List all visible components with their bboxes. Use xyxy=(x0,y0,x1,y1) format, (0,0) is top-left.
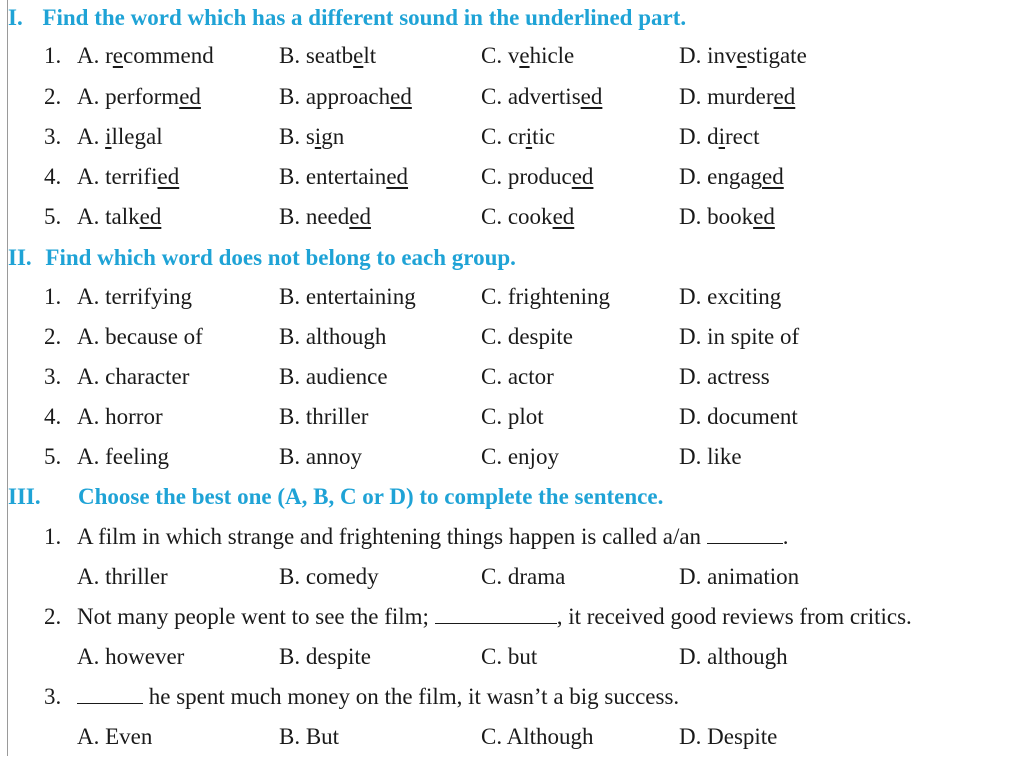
option-a[interactable]: A. terrifying xyxy=(77,284,192,309)
option-c[interactable]: C. but xyxy=(481,644,538,669)
question-number: 3. xyxy=(44,124,62,149)
section-1-title: Find the word which has a different sound in the underlined part. xyxy=(42,5,687,30)
option-b[interactable]: B. annoy xyxy=(279,444,363,469)
s3-q3-stem-row xyxy=(0,677,1024,717)
option-c[interactable]: C. plot xyxy=(481,404,544,429)
s3-q2-stem-row xyxy=(0,597,1024,637)
option-a[interactable]: A. talked xyxy=(77,204,162,229)
option-d[interactable]: D. Despite xyxy=(679,724,778,749)
section-1-numeral: I. xyxy=(8,5,23,30)
s3-q1-stem-row xyxy=(0,517,1024,557)
option-b[interactable]: B. sign xyxy=(279,124,345,149)
option-b[interactable]: B. despite xyxy=(279,644,371,669)
option-b[interactable]: B. needed xyxy=(279,204,371,229)
option-d[interactable]: D. like xyxy=(679,444,742,469)
option-a[interactable]: A. terrified xyxy=(77,164,180,189)
question-number: 1. xyxy=(44,524,62,549)
option-d[interactable]: D. direct xyxy=(679,124,760,149)
option-b[interactable]: B. comedy xyxy=(279,564,379,589)
question-stem: A film in which strange and frightening things happen is called a/an . xyxy=(77,524,789,549)
s2-q4-row xyxy=(0,397,1024,437)
option-c[interactable]: C. frightening xyxy=(481,284,611,309)
s1-q1-row xyxy=(0,36,1024,76)
option-b[interactable]: B. audience xyxy=(279,364,388,389)
section-2-numeral: II. xyxy=(8,245,32,270)
question-stem: he spent much money on the film, it wasn’t a big success. xyxy=(77,677,679,717)
option-d[interactable]: D. exciting xyxy=(679,284,782,309)
question-number: 1. xyxy=(44,284,62,309)
question-number: 2. xyxy=(44,604,62,629)
option-c[interactable]: C. produced xyxy=(481,164,594,189)
option-a[interactable]: A. performed xyxy=(77,84,201,109)
question-number: 3. xyxy=(44,684,62,709)
s3-q1-options-row xyxy=(0,557,1024,597)
option-d[interactable]: D. although xyxy=(679,644,788,669)
s2-q2-row xyxy=(0,317,1024,357)
question-number: 5. xyxy=(44,444,62,469)
option-b[interactable]: B. But xyxy=(279,724,340,749)
s3-q2-options-row xyxy=(0,637,1024,677)
option-b[interactable]: B. approached xyxy=(279,84,412,109)
s1-q3-row xyxy=(0,117,1024,157)
option-a[interactable]: A. recommend xyxy=(77,43,214,68)
answer-blank[interactable] xyxy=(435,605,557,624)
section-2-title: Find which word does not belong to each group. xyxy=(45,245,516,270)
option-c[interactable]: C. vehicle xyxy=(481,43,575,68)
option-c[interactable]: C. cooked xyxy=(481,204,575,229)
option-d[interactable]: D. actress xyxy=(679,364,770,389)
s2-q3-row xyxy=(0,357,1024,397)
option-c[interactable]: C. advertised xyxy=(481,84,603,109)
s1-q4-row xyxy=(0,157,1024,197)
s1-q5-row xyxy=(0,197,1024,237)
question-number: 4. xyxy=(44,404,62,429)
question-number: 1. xyxy=(44,43,62,68)
option-a[interactable]: A. thriller xyxy=(77,564,168,589)
option-b[interactable]: B. entertained xyxy=(279,164,409,189)
option-a[interactable]: A. however xyxy=(77,644,185,669)
question-stem: Not many people went to see the film; , it received good reviews from critics. xyxy=(77,604,912,629)
option-a[interactable]: A. character xyxy=(77,364,190,389)
question-number: 2. xyxy=(44,324,62,349)
option-c[interactable]: C. enjoy xyxy=(481,444,559,469)
question-number: 2. xyxy=(44,84,62,109)
s2-q1-row xyxy=(0,277,1024,317)
section-3-heading xyxy=(8,479,664,515)
s2-q5-row xyxy=(0,437,1024,477)
option-c[interactable]: C. actor xyxy=(481,364,554,389)
option-d[interactable]: D. booked xyxy=(679,204,775,229)
section-2-heading xyxy=(8,240,516,276)
option-c[interactable]: C. critic xyxy=(481,124,556,149)
option-d[interactable]: D. investigate xyxy=(679,43,807,68)
option-d[interactable]: D. engaged xyxy=(679,164,784,189)
section-3-title: Choose the best one (A, B, C or D) to complete the sentence. xyxy=(78,484,664,509)
option-b[interactable]: B. thriller xyxy=(279,404,369,429)
section-3-numeral: III. xyxy=(8,484,41,509)
option-b[interactable]: B. seatbelt xyxy=(279,43,377,68)
option-b[interactable]: B. although xyxy=(279,324,387,349)
answer-blank[interactable] xyxy=(707,525,783,544)
option-d[interactable]: D. in spite of xyxy=(679,324,800,349)
option-a[interactable]: A. illegal xyxy=(77,124,163,149)
option-a[interactable]: A. because of xyxy=(77,324,203,349)
option-c[interactable]: C. Although xyxy=(481,724,594,749)
question-number: 5. xyxy=(44,204,62,229)
answer-blank[interactable] xyxy=(77,685,143,704)
option-d[interactable]: D. murdered xyxy=(679,84,796,109)
option-b[interactable]: B. entertaining xyxy=(279,284,416,309)
option-d[interactable]: D. document xyxy=(679,404,798,429)
option-c[interactable]: C. drama xyxy=(481,564,566,589)
question-number: 4. xyxy=(44,164,62,189)
option-d[interactable]: D. animation xyxy=(679,564,800,589)
s3-q3-options-row xyxy=(0,717,1024,757)
s1-q2-row xyxy=(0,77,1024,117)
option-a[interactable]: A. Even xyxy=(77,724,153,749)
section-1-heading xyxy=(8,0,686,36)
question-number: 3. xyxy=(44,364,62,389)
option-a[interactable]: A. feeling xyxy=(77,444,169,469)
option-c[interactable]: C. despite xyxy=(481,324,573,349)
option-a[interactable]: A. horror xyxy=(77,404,163,429)
